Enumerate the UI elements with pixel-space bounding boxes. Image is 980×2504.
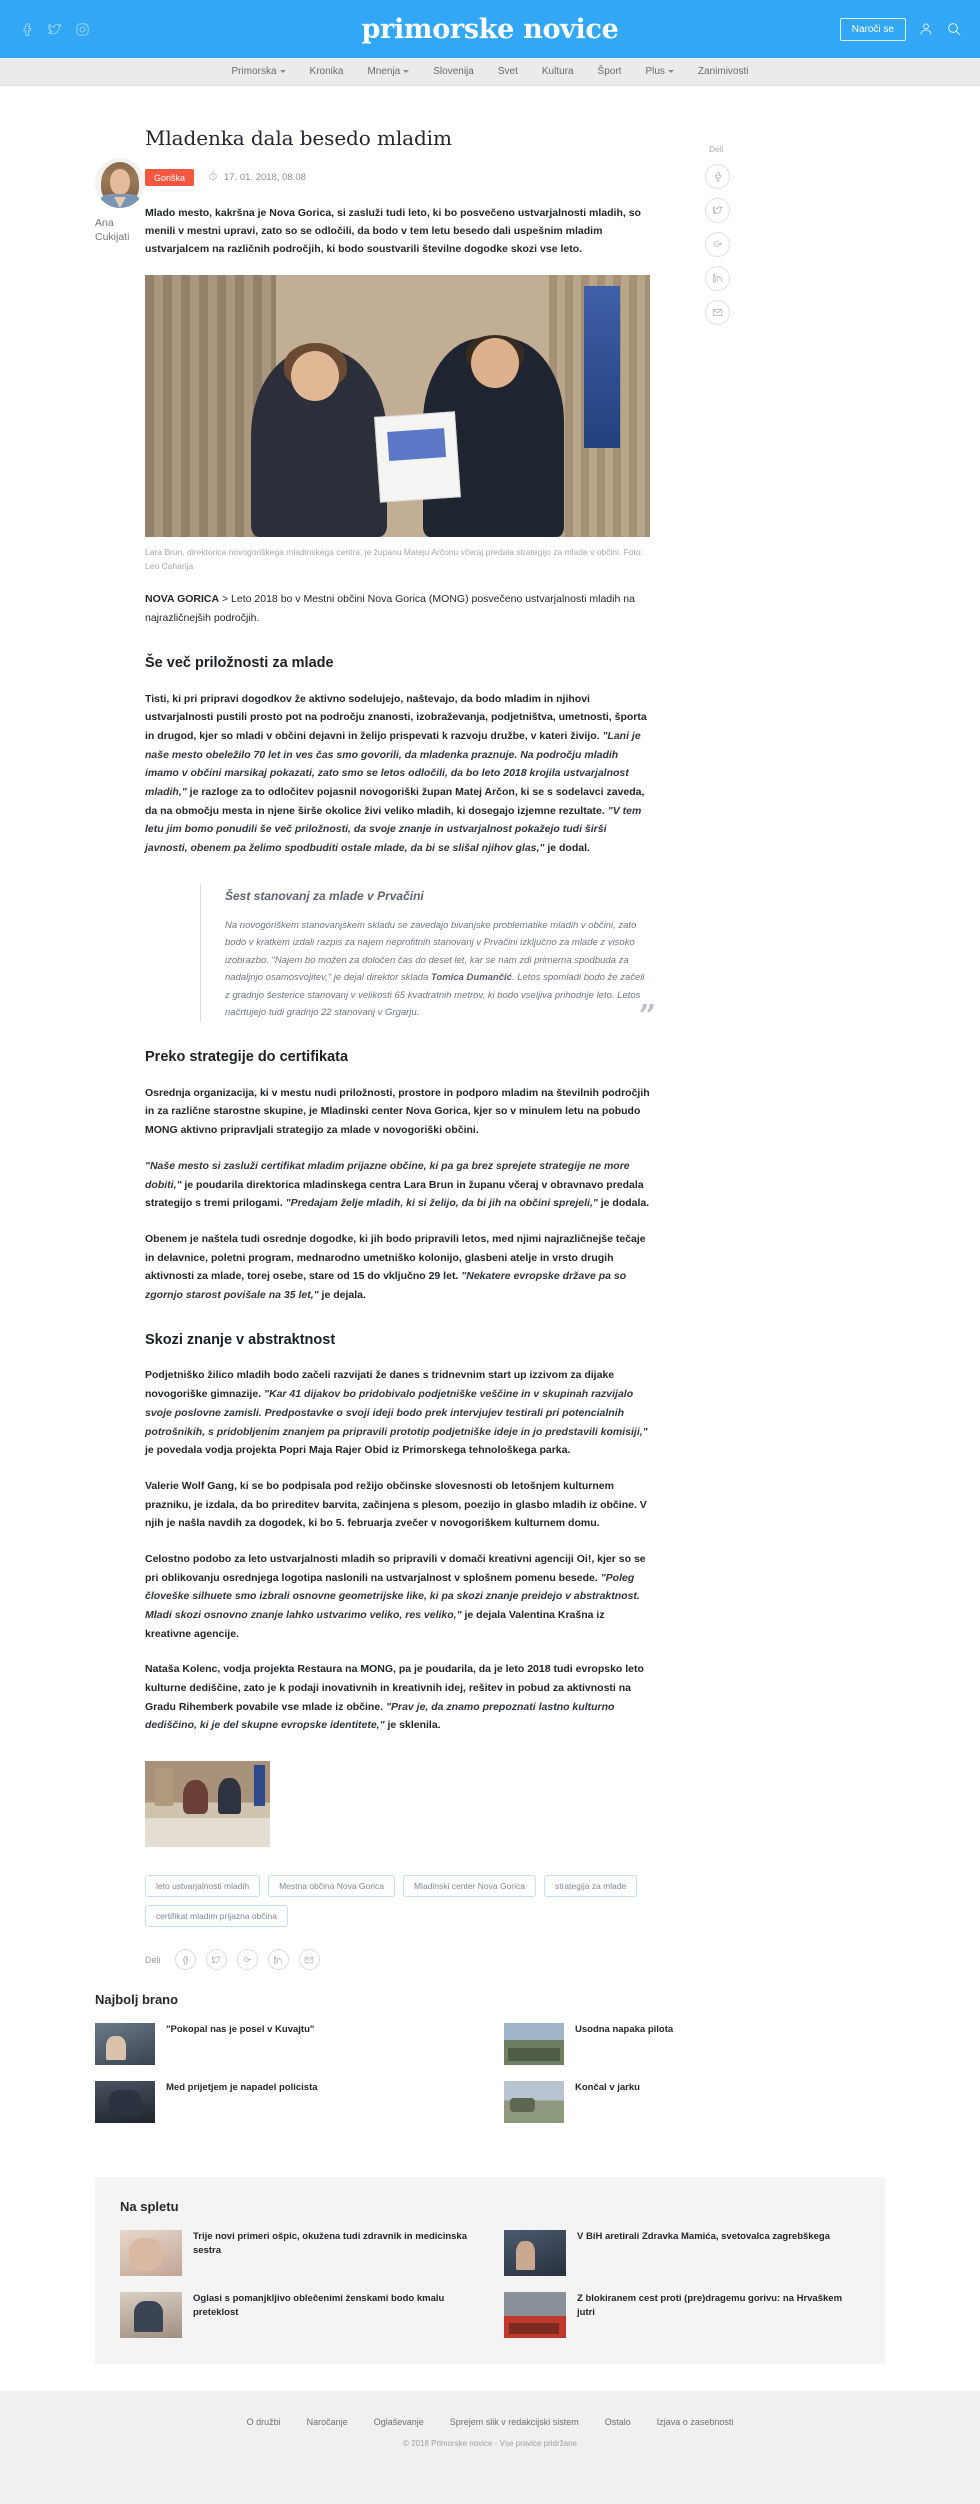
article-body	[145, 126, 656, 1970]
list-item[interactable]	[95, 2081, 476, 2123]
p1-quote-2: "V tem letu jim bomo ponudili še več priložnosti, da svoje znanje in ustvarjalnost pokažejo tudi širši javnosti, obenem pa želimo spodbuditi ostale mlade, da bi se slišal njihov glas,"	[145, 804, 642, 855]
p6-person-name: Valerie Wolf Gang	[145, 1479, 235, 1492]
header-actions	[840, 18, 962, 41]
footer-copyright: © 2018 Primorske novice - Vse pravice pridržane	[403, 2439, 577, 2449]
list-item-title: Končal v jarku	[575, 2082, 640, 2094]
article-tag[interactable]: strategija za mlade	[544, 1875, 637, 1897]
article-lead: Mlado mesto, kakršna je Nova Gorica, si zasluži tudi leto, ki bo posvečeno ustvarjalnosti mladih, so menili v mestni upravi, zato so se odločili, da bodo v tem letu besedo dali uspešnim mladim ustvarjalcem na različnih področjih, ki bodo soustvarili številne dogodke skozi vse leto.	[145, 207, 641, 256]
email-icon[interactable]	[705, 300, 730, 325]
chevron-down-icon	[280, 70, 286, 73]
nav-item-kultura[interactable]	[530, 66, 586, 77]
pullquote-person-name: Tomica Dumančić	[430, 972, 512, 984]
list-item-title: "Pokopal nas je posel v Kuvajtu"	[166, 2024, 315, 2036]
article-tag[interactable]: Mestna občina Nova Gorica	[268, 1875, 395, 1897]
list-item[interactable]	[120, 2230, 476, 2276]
web-section	[95, 2177, 885, 2364]
nav-item-label: Slovenija	[433, 66, 474, 77]
twitter-icon[interactable]	[705, 198, 730, 223]
list-item-thumbnail	[504, 2081, 564, 2123]
nav-item-label: Zanimivosti	[697, 66, 749, 77]
nav-item-plus[interactable]	[633, 66, 685, 77]
dateline: NOVA GORICA	[145, 593, 220, 606]
nav-item-label: Plus	[645, 66, 665, 77]
list-item-title: Trije novi primeri ošpic, okužena tudi zdravnik in medicinska sestra	[193, 2231, 467, 2256]
p6-a: , ki se bo podpisala pod režijo občinske slovesnosti ob letošnjem kulturnem prazniku, je izdala, da bo prireditev barvita, začinjena s plesom, poezijo in glasbo mladih iz občine. V njih je našla navdih za dogodek, ki bo 5. februarja zvečer v novogoriškem kulturnem domu.	[145, 1479, 647, 1530]
list-item[interactable]	[504, 2230, 860, 2276]
linkedin-icon[interactable]	[268, 1949, 289, 1970]
linkedin-icon[interactable]	[705, 266, 730, 291]
pullquote-a: Na novogoriškem stanovanjskem skladu se zavedajo bivanjske problematike mladih v občini, zato bodo v kratkem izdali razpis za najem neprofitnih stanovanj v Prvačini izključno za mlade z visoko izobrazbo. "Najem bo možen za določen čas do deset let, kar se nam zdi primerna spodbuda za nadaljnjo osamosvojitev," je dejal direktor sklada	[225, 919, 637, 984]
paragraph-2: Osrednja organizacija, ki v mestu nudi priložnosti, prostore in podporo mladim na številnih področjih in za različne starostne skupine, je Mladinski center Nova Gorica, kjer so v minulem letu na pobudo MONG aktivno pripravljali strategijo za mlade v novogoriški občini.	[145, 1086, 650, 1137]
p7-b: je dejala	[461, 1609, 509, 1622]
p7-person-name: Valentina Krašna	[508, 1609, 594, 1622]
hero-caption: Lara Brun, direktorica novogoriškega mladinskega centra, je županu Mateju Arčonu včeraj predala strategijo za mlade v občini. Foto: Leo Caharija	[145, 547, 643, 571]
hero-image	[145, 275, 650, 537]
page-title: Mladenka dala besedo mladim	[145, 126, 452, 150]
list-item-thumbnail	[504, 2292, 566, 2338]
dateline-rest: > Leto 2018 bo v Mestni občini Nova Gorica (MONG) posvečeno ustvarjalnosti mladih na najrazličnejših področjih.	[145, 593, 635, 625]
list-item[interactable]	[120, 2292, 476, 2338]
most-read-section	[95, 1970, 885, 2149]
p5-b: je povedala vodja projekta Popri	[145, 1444, 309, 1457]
p1-d: je dodal.	[544, 842, 590, 855]
article-dateline-paragraph	[145, 590, 650, 627]
article-tags	[145, 1875, 650, 1927]
article-tag[interactable]: leto ustvarjalnosti mladih	[145, 1875, 260, 1897]
p8-a: , vodja projekta Restaura na MONG, pa je poudarila, da je leto 2018 tudi evropsko leto kulturne dediščine, zato je k podaji inovativnih in kreativnih idej, rešitev in pobud za aktivnosti na Gradu Rihemberk povabile vse mlade iz občine.	[145, 1663, 644, 1713]
section-heading-3: Skozi znanje v abstraktnost	[145, 1331, 336, 1348]
paragraph-5	[145, 1366, 650, 1459]
pullquote-b: . Letos spomladi bodo že začeli z gradnjo šesterice stanovanj v velikosti 65 kvadratnih metrov, ki bodo vseljiva prihodnje leto. Letos načrtujejo tudi gradnjo 22 stanovanj v Grgarju.	[225, 972, 645, 1019]
list-item-title: V BiH aretirali Zdravka Mamića, svetovalca zagrebškega	[577, 2231, 830, 2243]
p7-quote: "Poleg človeške silhuete smo izbrali osnovne geometrijske like, ki pa skozi znanje preidejo v abstraktnost. Mladi skozi osnovno znanje lahko ustvarimo veliko, res veliko,"	[145, 1571, 640, 1622]
p7-a: Celostno podobo za leto ustvarjalnosti mladih so pripravili v domači kreativni agenciji Oi!, kjer so se pri oblikovanju osrednjega logotipa naslonili na ustvarjalnost v splošnem pomenu besede.	[145, 1552, 646, 1584]
paragraph-4	[145, 1230, 650, 1305]
header-social-links	[18, 21, 91, 38]
facebook-icon[interactable]	[18, 21, 35, 38]
author-column	[0, 126, 145, 1970]
content-sheet	[0, 86, 980, 2391]
list-item-thumbnail	[504, 2023, 564, 2065]
facebook-icon[interactable]	[175, 1949, 196, 1970]
nav-item-label: Mnenja	[367, 66, 401, 77]
hero-figure	[145, 275, 650, 573]
p5-a: Podjetniško žilico mladih bodo začeli razvijati že danes s tridnevnim start up izzivom za dijake novogoriške gimnazije.	[145, 1369, 615, 1401]
p5-quote: "Kar 41 dijakov bo pridobivalo podjetniške veščine in v skupinah razvijalo svoje poslovne zamisli. Predpostavke o svoji ideji bodo prek intervjujev testirali pri potencialnih potrošnikih, s pridobljenim znanjem pa pripravili prototip podjetniške ideje in jo predstavili komisiji,"	[145, 1388, 648, 1438]
author-name[interactable]: Ana Cukijati	[95, 217, 130, 243]
share-label-bottom: Deli	[145, 1954, 161, 1965]
google-plus-icon[interactable]	[705, 232, 730, 257]
p8-person-name: Nataša Kolenc	[145, 1663, 218, 1676]
list-item-thumbnail	[95, 2081, 155, 2123]
nav-item-kronika[interactable]	[298, 66, 356, 77]
list-item-thumbnail	[504, 2230, 566, 2276]
section-heading-1: Še več priložnosti za mlade	[145, 654, 334, 671]
p3-quote-2: "Predajam želje mladih, ki si želijo, da bi jih na občini sprejeli,"	[285, 1197, 598, 1210]
p3-b: in županu včeraj v obravnavo predala strategijo s tremi prilogami.	[145, 1178, 644, 1210]
nav-item--port[interactable]	[586, 66, 634, 77]
category-badge[interactable]: Goriška	[145, 169, 194, 186]
site-logo-text: primorske novice	[361, 13, 619, 45]
list-item-title: Oglasi s pomanjkljivo oblečenimi ženskami bodo kmalu preteklost	[193, 2293, 445, 2318]
web-heading: Na spletu	[120, 2199, 179, 2215]
chevron-down-icon	[668, 70, 674, 73]
paragraph-6	[145, 1477, 650, 1533]
footer-link[interactable]: O družbi	[246, 2417, 281, 2428]
p3-a: je poudarila direktorica mladinskega centra	[181, 1178, 404, 1191]
page-footer	[0, 2391, 980, 2478]
list-item-thumbnail	[95, 2023, 155, 2065]
share-rail-column	[650, 126, 770, 1970]
section-heading-2: Preko strategije do certifikata	[145, 1048, 349, 1065]
list-item-thumbnail	[120, 2230, 182, 2276]
twitter-icon[interactable]	[46, 21, 63, 38]
footer-link[interactable]: Naročanje	[306, 2417, 348, 2428]
article-layout	[0, 86, 980, 1970]
inline-figure	[145, 1761, 650, 1847]
email-icon[interactable]	[299, 1949, 320, 1970]
footer-links	[0, 2417, 980, 2427]
p3-c: je dodala.	[597, 1197, 650, 1210]
paragraph-3	[145, 1157, 650, 1213]
twitter-icon[interactable]	[206, 1949, 227, 1970]
instagram-icon[interactable]	[74, 21, 91, 38]
list-item[interactable]	[504, 2292, 860, 2338]
p5-person-name: Maja Rajer Obid	[308, 1444, 389, 1457]
paragraph-8	[145, 1660, 650, 1735]
clock-icon	[208, 171, 218, 184]
publish-date	[208, 171, 306, 184]
publish-date-text: 17. 01. 2018, 08.08	[224, 172, 306, 183]
google-plus-icon[interactable]	[237, 1949, 258, 1970]
p7-c: iz kreativne agencije.	[145, 1609, 605, 1640]
subscribe-button[interactable]: Naroči se	[840, 18, 906, 41]
footer-link[interactable]: Oglaševanje	[373, 2417, 424, 2428]
inline-image	[145, 1761, 270, 1847]
paragraph-1	[145, 690, 650, 858]
most-read-heading: Najbolj brano	[95, 1992, 179, 2008]
avatar	[95, 158, 145, 208]
article-meta	[145, 169, 650, 186]
top-header-bar	[0, 0, 980, 58]
p4-b: je dejala.	[318, 1288, 366, 1301]
list-item-title: Z blokiranem cest proti (pre)dragemu gorivu: na Hrvaškem jutri	[577, 2293, 843, 2318]
site-logo[interactable]	[0, 0, 980, 58]
p5-c: iz Primorskega tehnološkega parka.	[388, 1444, 571, 1457]
nav-item-label: Svet	[497, 66, 518, 77]
nav-item-label: Šport	[597, 66, 622, 77]
pullquote-title: Šest stanovanj za mlade v Prvačini	[225, 888, 424, 903]
list-item-thumbnail	[120, 2292, 182, 2338]
nav-item-svet[interactable]	[486, 66, 530, 77]
search-icon[interactable]	[946, 21, 962, 37]
footer-link[interactable]: Ostalo	[604, 2417, 631, 2428]
pullquote-box	[200, 884, 656, 1034]
nav-item-primorska[interactable]	[220, 66, 298, 77]
nav-item-label: Kronika	[309, 66, 344, 77]
p8-b: je sklenila.	[384, 1719, 441, 1732]
share-bottom-bar	[145, 1949, 650, 1970]
p3-quote-1: "Naše mesto si zasluži certifikat mladim prijazne občine, ki pa ga brez sprejete strategije ne more dobiti,"	[145, 1159, 630, 1191]
p1-person-name: Matej Arčon	[455, 785, 515, 798]
p1-quote-1: "Lani je naše mesto obeležilo 70 let in ves čas smo govorili, da mladenka praznuje. Na področju mladih imamo v občini marsikaj pokazati, zato smo se letos odločili, da bo leto 2018 krojila ustvarjalnost mladih,"	[145, 729, 641, 798]
nav-item-label: Kultura	[541, 66, 574, 77]
list-item-title: Usodna napaka pilota	[575, 2024, 674, 2036]
p1-b: je razloge za to odločitev pojasnil novogoriški župan	[186, 785, 456, 798]
p3-person-name: Lara Brun	[403, 1178, 454, 1191]
web-grid	[120, 2230, 860, 2338]
paragraph-7	[145, 1550, 650, 1643]
article-tag[interactable]: certifikat mladim prijazna občina	[145, 1905, 288, 1927]
facebook-icon[interactable]	[705, 164, 730, 189]
list-item-title: Med prijetjem je napadel policista	[166, 2082, 318, 2094]
nav-item-mnenja[interactable]	[355, 66, 421, 77]
share-rail	[705, 164, 770, 325]
p4-a: Obenem je naštela tudi osrednje dogodke, ki jih bodo pripravili letos, med njimi najrazličnejše tečaje in delavnice, poletni program, mednarodno umetniško kolonijo, glasbeni atelje in vrsto drugih aktivnosti za mlade, torej osebe, stare od 15 do vključno 29 let.	[145, 1232, 646, 1283]
list-item[interactable]	[95, 2023, 476, 2065]
chevron-down-icon	[403, 70, 409, 73]
footer-link[interactable]: Sprejem slik v redakcijski sistem	[449, 2417, 579, 2428]
most-read-grid	[95, 2023, 885, 2123]
article-tag[interactable]: Mladinski center Nova Gorica	[403, 1875, 536, 1897]
p1-a: Tisti, ki pri pripravi dogodkov že aktivno sodelujejo, naštevajo, da bodo mladim in njihovi ustvarjalnosti pustili prosto pot na področju znanosti, izobraževanja, podjetništva, umetnosti, športa in drugod, kjer so mladi v občini dejavni in želijo prispevati k razvoju družbe, v kateri živijo.	[145, 692, 647, 742]
footer-link[interactable]: Izjava o zasebnosti	[656, 2417, 734, 2428]
nav-item-slovenija[interactable]	[421, 66, 486, 77]
list-item[interactable]	[504, 2081, 885, 2123]
p1-c: , ki se s sodelavci zaveda, da na območju mesta in njene širše okolice živi veliko mladih, ki dosegajo izjemne rezultate.	[145, 785, 645, 817]
p8-quote: "Prav je, da znamo prepoznati lastno kulturno dediščino, ki je del skupne evropske identitete,"	[145, 1700, 615, 1732]
pullquote-text	[225, 917, 650, 1022]
nav-item-zanimivosti[interactable]	[686, 66, 761, 77]
nav-item-label: Primorska	[231, 66, 277, 77]
user-icon[interactable]	[918, 21, 934, 37]
share-label-rail: Deli	[709, 144, 724, 154]
p4-quote: "Nekatere evropske države pa so zgornjo starost povišale na 35 let,"	[145, 1270, 627, 1301]
list-item[interactable]	[504, 2023, 885, 2065]
main-navigation	[0, 58, 980, 86]
quote-mark-icon: ”	[638, 998, 656, 1034]
